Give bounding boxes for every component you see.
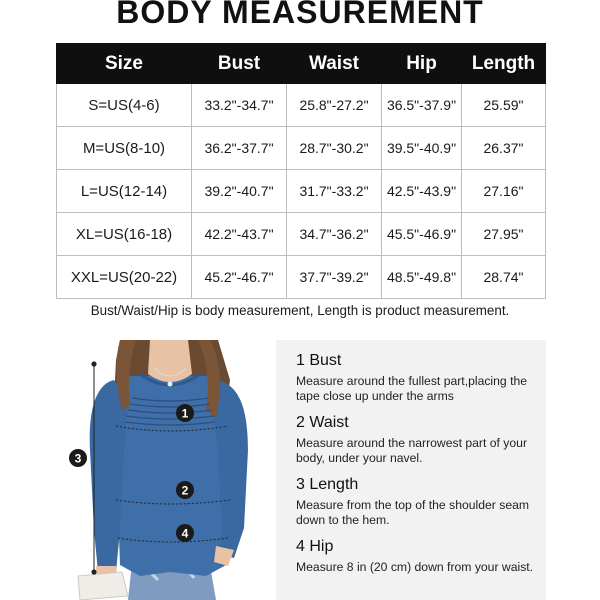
- length-cell: 27.16": [462, 170, 546, 213]
- measurement-note: Bust/Waist/Hip is body measurement, Length is product measurement.: [90, 303, 510, 318]
- size-cell: S=US(4-6): [57, 84, 192, 127]
- size-cell: M=US(8-10): [57, 127, 192, 170]
- size-cell: XL=US(16-18): [57, 213, 192, 256]
- step-hip-title: 4 Hip: [296, 538, 334, 555]
- header-size: Size: [57, 44, 192, 84]
- size-chart-table: [56, 43, 546, 299]
- table-header-row: [57, 44, 546, 84]
- marker-3-label: 3: [74, 451, 82, 466]
- table-row: [57, 256, 546, 299]
- hip-cell: 48.5"-49.8": [382, 256, 462, 299]
- header-bust: Bust: [192, 44, 287, 84]
- step-waist: [296, 414, 544, 465]
- step-waist-description: Measure around the narrowest part of your body, under your navel.: [296, 436, 528, 465]
- bust-cell: 45.2"-46.7": [192, 256, 287, 299]
- marker-1: [176, 404, 194, 422]
- hip-cell: 45.5"-46.9": [382, 213, 462, 256]
- step-hip-description: Measure 8 in (20 cm) down from your waist.: [296, 560, 534, 574]
- marker-2: [176, 481, 194, 499]
- waist-cell: 25.8"-27.2": [287, 84, 382, 127]
- table-row: [57, 127, 546, 170]
- header-waist: Waist: [287, 44, 382, 84]
- table-row: [57, 170, 546, 213]
- marker-1-label: 1: [181, 406, 189, 421]
- length-cell: 27.95": [462, 213, 546, 256]
- marker-4-label: 4: [181, 526, 189, 541]
- marker-3: [69, 449, 87, 467]
- model-photo: [58, 340, 280, 600]
- waist-cell: 37.7"-39.2": [287, 256, 382, 299]
- length-cell: 26.37": [462, 127, 546, 170]
- step-bust-title: 1 Bust: [296, 352, 342, 369]
- hip-cell: 42.5"-43.9": [382, 170, 462, 213]
- step-length: [296, 476, 544, 527]
- bust-cell: 36.2"-37.7": [192, 127, 287, 170]
- bag: [78, 572, 128, 600]
- step-length-title: 3 Length: [296, 476, 359, 493]
- length-cell: 25.59": [462, 84, 546, 127]
- page-title: BODY MEASUREMENT: [116, 0, 484, 30]
- length-cell: 28.74": [462, 256, 546, 299]
- bust-cell: 39.2"-40.7": [192, 170, 287, 213]
- size-cell: XXL=US(20-22): [57, 256, 192, 299]
- header-hip: Hip: [382, 44, 462, 84]
- step-bust: [296, 352, 544, 403]
- hip-cell: 39.5"-40.9": [382, 127, 462, 170]
- marker-2-label: 2: [181, 483, 189, 498]
- step-hip: [296, 538, 544, 575]
- size-cell: L=US(12-14): [57, 170, 192, 213]
- waist-cell: 31.7"-33.2": [287, 170, 382, 213]
- waist-cell: 34.7"-36.2": [287, 213, 382, 256]
- waist-cell: 28.7"-30.2": [287, 127, 382, 170]
- table-row: [57, 213, 546, 256]
- bust-cell: 42.2"-43.7": [192, 213, 287, 256]
- header-length: Length: [462, 44, 546, 84]
- marker-4: [176, 524, 194, 542]
- step-bust-description: Measure around the fullest part,placing the tape close up under the arms: [296, 374, 528, 403]
- hip-cell: 36.5"-37.9": [382, 84, 462, 127]
- bust-cell: 33.2"-34.7": [192, 84, 287, 127]
- table-row: [57, 84, 546, 127]
- step-length-description: Measure from the top of the shoulder seam down to the hem.: [296, 498, 530, 527]
- step-waist-title: 2 Waist: [296, 414, 349, 431]
